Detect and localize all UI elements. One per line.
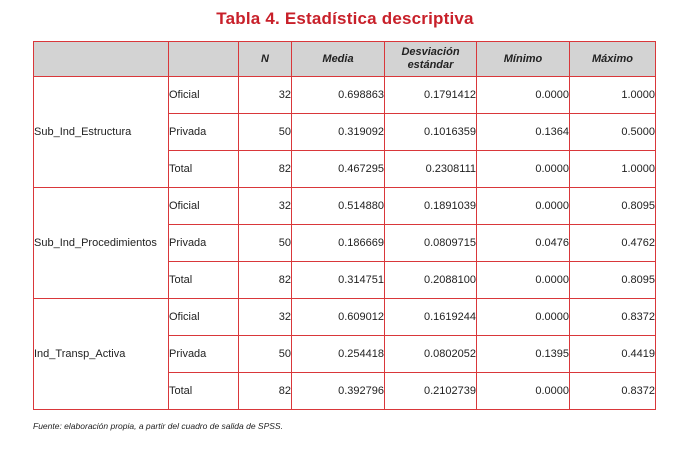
cell-media: 0.698863 xyxy=(292,77,385,114)
cell-maximo: 1.0000 xyxy=(570,77,656,114)
group-label: Sub_Ind_Estructura xyxy=(34,77,169,188)
subgroup-label: Oficial xyxy=(169,299,239,336)
cell-maximo: 0.4419 xyxy=(570,336,656,373)
subgroup-label: Privada xyxy=(169,225,239,262)
cell-n: 50 xyxy=(239,114,292,151)
cell-desviacion: 0.2308111 xyxy=(385,151,477,188)
cell-desviacion: 0.2102739 xyxy=(385,373,477,410)
cell-minimo: 0.0000 xyxy=(477,77,570,114)
cell-media: 0.186669 xyxy=(292,225,385,262)
table-row xyxy=(34,299,656,336)
cell-n: 32 xyxy=(239,299,292,336)
table-row xyxy=(34,77,656,114)
header-cell-desviacion xyxy=(385,42,477,77)
cell-maximo: 1.0000 xyxy=(570,151,656,188)
cell-desviacion: 0.1619244 xyxy=(385,299,477,336)
table-row xyxy=(34,188,656,225)
subgroup-label: Total xyxy=(169,262,239,299)
cell-n: 50 xyxy=(239,336,292,373)
cell-n: 82 xyxy=(239,262,292,299)
cell-media: 0.392796 xyxy=(292,373,385,410)
cell-media: 0.514880 xyxy=(292,188,385,225)
group-label: Ind_Transp_Activa xyxy=(34,299,169,410)
cell-n: 32 xyxy=(239,188,292,225)
cell-minimo: 0.0000 xyxy=(477,188,570,225)
cell-desviacion: 0.2088100 xyxy=(385,262,477,299)
subgroup-label: Oficial xyxy=(169,188,239,225)
cell-desviacion: 0.1016359 xyxy=(385,114,477,151)
descriptive-statistics-table xyxy=(33,41,656,410)
source-note: Fuente: elaboración propia, a partir del cuadro de salida de SPSS. xyxy=(33,421,283,431)
cell-n: 50 xyxy=(239,225,292,262)
subgroup-label: Total xyxy=(169,373,239,410)
cell-media: 0.314751 xyxy=(292,262,385,299)
cell-maximo: 0.8095 xyxy=(570,188,656,225)
cell-maximo: 0.5000 xyxy=(570,114,656,151)
cell-desviacion: 0.0809715 xyxy=(385,225,477,262)
header-cell-media: Media xyxy=(292,42,385,77)
cell-minimo: 0.1364 xyxy=(477,114,570,151)
cell-minimo: 0.0000 xyxy=(477,299,570,336)
cell-minimo: 0.1395 xyxy=(477,336,570,373)
cell-minimo: 0.0000 xyxy=(477,262,570,299)
cell-n: 32 xyxy=(239,77,292,114)
table-title: Tabla 4. Estadística descriptiva xyxy=(216,9,474,28)
header-row xyxy=(34,42,656,77)
cell-maximo: 0.8372 xyxy=(570,373,656,410)
cell-maximo: 0.8372 xyxy=(570,299,656,336)
header-cell-subgroup xyxy=(169,42,239,77)
subgroup-label: Total xyxy=(169,151,239,188)
cell-media: 0.467295 xyxy=(292,151,385,188)
cell-minimo: 0.0476 xyxy=(477,225,570,262)
cell-minimo: 0.0000 xyxy=(477,151,570,188)
header-cell-maximo: Máximo xyxy=(570,42,656,77)
cell-maximo: 0.4762 xyxy=(570,225,656,262)
cell-media: 0.254418 xyxy=(292,336,385,373)
header-cell-group xyxy=(34,42,169,77)
header-desviacion-label: Desviación estándar xyxy=(401,46,460,71)
cell-media: 0.609012 xyxy=(292,299,385,336)
subgroup-label: Privada xyxy=(169,114,239,151)
header-cell-minimo: Mínimo xyxy=(477,42,570,77)
cell-desviacion: 0.0802052 xyxy=(385,336,477,373)
subgroup-label: Privada xyxy=(169,336,239,373)
cell-desviacion: 0.1891039 xyxy=(385,188,477,225)
group-label: Sub_Ind_Procedimientos xyxy=(34,188,169,299)
cell-minimo: 0.0000 xyxy=(477,373,570,410)
cell-n: 82 xyxy=(239,373,292,410)
cell-n: 82 xyxy=(239,151,292,188)
header-cell-n: N xyxy=(239,42,292,77)
cell-media: 0.319092 xyxy=(292,114,385,151)
subgroup-label: Oficial xyxy=(169,77,239,114)
cell-desviacion: 0.1791412 xyxy=(385,77,477,114)
cell-maximo: 0.8095 xyxy=(570,262,656,299)
